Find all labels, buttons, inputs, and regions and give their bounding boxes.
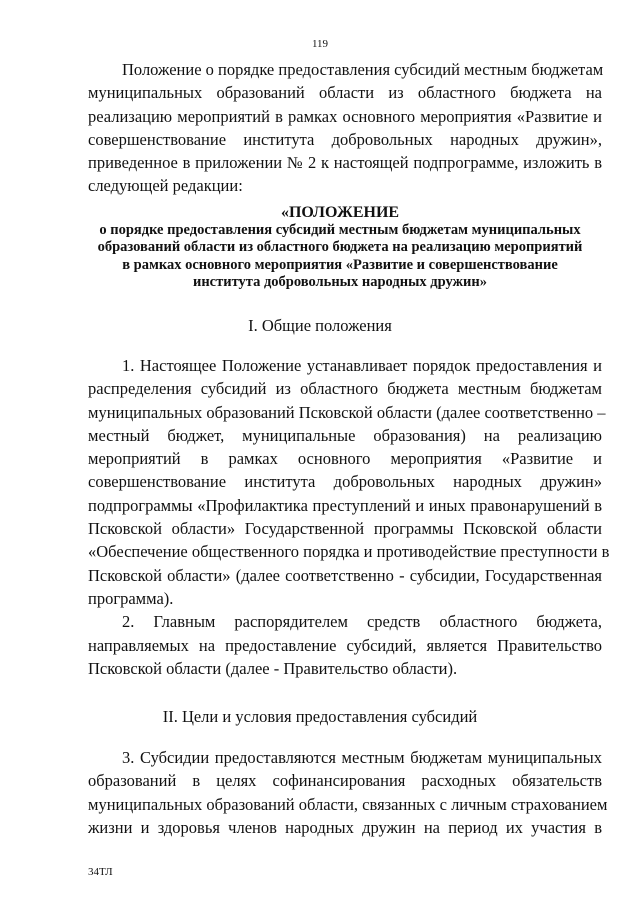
- heading-title: «ПОЛОЖЕНИЕ: [280, 204, 400, 221]
- paragraph-line: распределения субсидий из областного бюджета местным бюджетам: [88, 379, 602, 399]
- paragraph-2-line: Псковской области (далее - Правительство области).: [88, 658, 458, 678]
- paragraph-line: 1. Настоящее Положение устанавливает порядок предоставления и: [122, 356, 602, 375]
- paragraph-line: совершенствование института добровольных народных дружин»: [88, 472, 602, 492]
- intro-line: приведенное в приложении № 2 к настоящей подпрограмме, изложить в: [88, 153, 602, 173]
- paragraph-line: мероприятий в рамках основного мероприятия «Развитие и: [88, 449, 602, 469]
- paragraph-line: Псковской области» Государственной программы Псковской области: [88, 519, 602, 539]
- intro-line: муниципальных образований области из областного бюджета на: [88, 83, 602, 103]
- footer-code: 34ТЛ: [88, 866, 113, 878]
- heading-line: института добровольных народных дружин»: [192, 274, 488, 290]
- intro-line: следующей редакции:: [88, 176, 243, 196]
- paragraph-line: образований в целях софинансирования расходных обязательств: [88, 771, 602, 791]
- heading-line: о порядке предоставления субсидий местным бюджетам муниципальных: [99, 221, 581, 238]
- paragraph-line: местный бюджет, муниципальные образования) на реализацию: [88, 425, 602, 445]
- paragraph-2-line: направляемых на предоставление субсидий, является Правительство: [88, 635, 602, 655]
- paragraph-2-line: 2. Главным распорядителем средств областного бюджета,: [122, 612, 602, 632]
- paragraph-1: [88, 354, 610, 680]
- page-number: 119: [311, 38, 329, 50]
- intro-paragraph: [88, 58, 602, 198]
- intro-line: Положение о порядке предоставления субсидий местным бюджетам: [122, 60, 604, 79]
- paragraph-line: программа).: [88, 588, 174, 608]
- heading-line: в рамках основного мероприятия «Развитие и совершенствование: [122, 256, 558, 273]
- paragraph-3: [88, 746, 608, 839]
- heading-line: образований области из областного бюджета на реализацию мероприятий: [97, 239, 583, 255]
- section-title-1: I. Общие положения: [248, 316, 392, 335]
- section-title-2: II. Цели и условия предоставления субсидий: [162, 707, 478, 726]
- paragraph-line: «Обеспечение общественного порядка и противодействие преступности в: [88, 542, 610, 562]
- paragraph-line: жизни и здоровья членов народных дружин на период их участия в: [88, 817, 602, 837]
- paragraph-line: муниципальных образований Псковской области (далее соответственно –: [88, 402, 606, 422]
- paragraph-line: муниципальных образований области, связанных с личным страхованием: [88, 794, 608, 814]
- intro-line: реализацию мероприятий в рамках основного мероприятия «Развитие и: [88, 106, 602, 126]
- paragraph-line: 3. Субсидии предоставляются местным бюджетам муниципальных: [122, 748, 602, 767]
- regulation-heading: [60, 204, 620, 292]
- paragraph-line: подпрограммы «Профилактика преступлений и иных правонарушений в: [88, 495, 602, 515]
- paragraph-line: Псковской области» (далее соответственно - субсидии, Государственная: [88, 565, 602, 585]
- intro-line: совершенствование института добровольных народных дружин»,: [88, 129, 602, 149]
